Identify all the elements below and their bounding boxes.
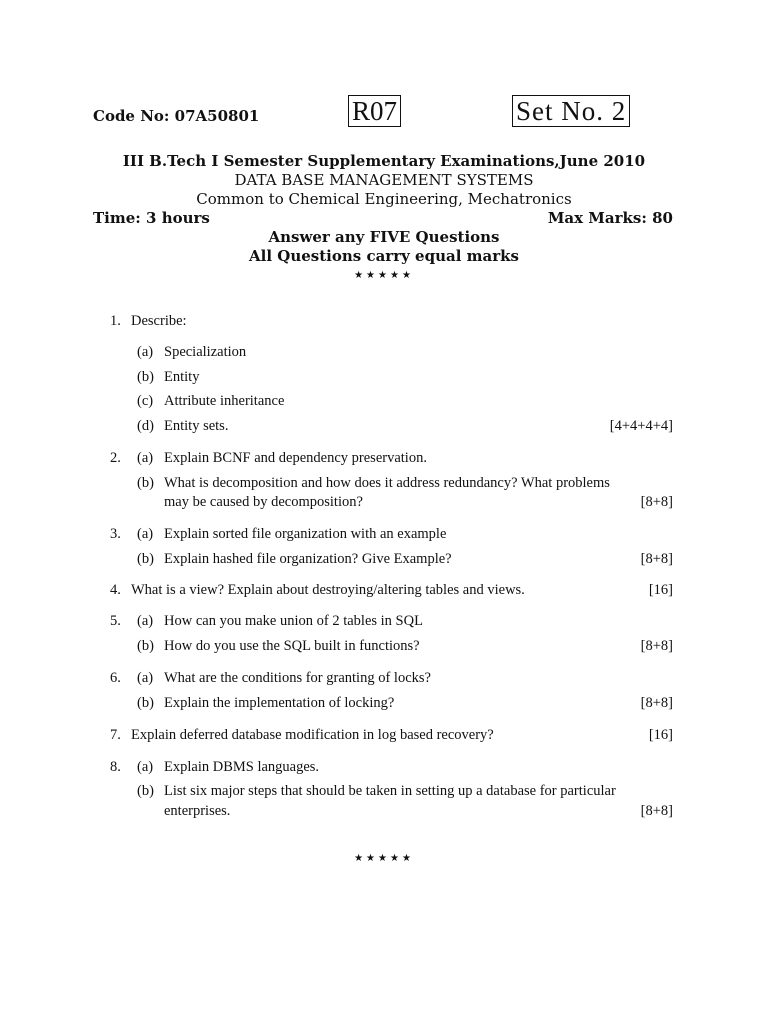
marks-label: [16] (648, 582, 673, 598)
question-number: 8. (110, 759, 121, 775)
time-label: Time: 3 hours (93, 209, 210, 227)
sub-text: How do you use the SQL built in functions? (164, 638, 420, 654)
marks-label: [8+8] (640, 551, 673, 567)
code-number: Code No: 07A50801 (93, 107, 260, 125)
sub-label: (b) (137, 638, 154, 654)
sub-text: Explain DBMS languages. (164, 759, 320, 775)
question-text: Describe: (131, 313, 187, 329)
sub-text-continued: may be caused by decomposition? (164, 494, 363, 510)
question-text: Explain deferred database modification in log based recovery? (131, 727, 494, 743)
exam-title: III B.Tech I Semester Supplementary Examinations,June 2010 (122, 152, 646, 170)
sub-label: (b) (137, 695, 154, 711)
sub-label: (b) (137, 369, 154, 385)
regulation-box: R07 (348, 95, 401, 127)
sub-text: Specialization (164, 344, 247, 360)
sub-label: (a) (137, 344, 154, 360)
subject-title: DATA BASE MANAGEMENT SYSTEMS (234, 171, 534, 189)
sub-text: Attribute inheritance (164, 393, 285, 409)
instruction-line-2: All Questions carry equal marks (249, 247, 519, 265)
question-number: 1. (110, 313, 121, 329)
footer-stars: ★★★★★ (354, 853, 414, 864)
sub-label: (b) (137, 551, 154, 567)
sub-text: Explain hashed file organization? Give Example? (164, 551, 452, 567)
set-number-box: Set No. 2 (512, 95, 630, 127)
question-number: 4. (110, 582, 121, 598)
sub-text: Explain the implementation of locking? (164, 695, 395, 711)
sub-label: (b) (137, 475, 154, 491)
sub-label: (c) (137, 393, 154, 409)
question-number: 3. (110, 526, 121, 542)
max-marks-label: Max Marks: 80 (547, 209, 673, 227)
sub-text: What is decomposition and how does it address redundancy? What problems (164, 475, 610, 491)
sub-text: List six major steps that should be taken in setting up a database for particular (164, 783, 616, 799)
header-stars: ★★★★★ (354, 270, 414, 281)
sub-label: (a) (137, 670, 154, 686)
marks-label: [8+8] (640, 494, 673, 510)
sub-label: (d) (137, 418, 154, 434)
sub-text: What are the conditions for granting of locks? (164, 670, 431, 686)
question-number: 2. (110, 450, 121, 466)
marks-label: [16] (648, 727, 673, 743)
marks-label: [8+8] (640, 803, 673, 819)
sub-label: (b) (137, 783, 154, 799)
sub-text: Entity (164, 369, 200, 385)
sub-label: (a) (137, 759, 154, 775)
question-number: 7. (110, 727, 121, 743)
instruction-line-1: Answer any FIVE Questions (268, 228, 500, 246)
question-text: What is a view? Explain about destroying/altering tables and views. (131, 582, 525, 598)
sub-text: How can you make union of 2 tables in SQL (164, 613, 423, 629)
sub-label: (a) (137, 450, 154, 466)
question-number: 5. (110, 613, 121, 629)
sub-text: Entity sets. (164, 418, 229, 434)
sub-label: (a) (137, 613, 154, 629)
branches-line: Common to Chemical Engineering, Mechatronics (196, 190, 572, 208)
sub-text: Explain sorted file organization with an example (164, 526, 447, 542)
sub-text-continued: enterprises. (164, 803, 231, 819)
marks-label: [8+8] (640, 638, 673, 654)
sub-text: Explain BCNF and dependency preservation. (164, 450, 427, 466)
marks-label: [8+8] (640, 695, 673, 711)
sub-label: (a) (137, 526, 154, 542)
marks-label: [4+4+4+4] (609, 418, 673, 434)
question-number: 6. (110, 670, 121, 686)
